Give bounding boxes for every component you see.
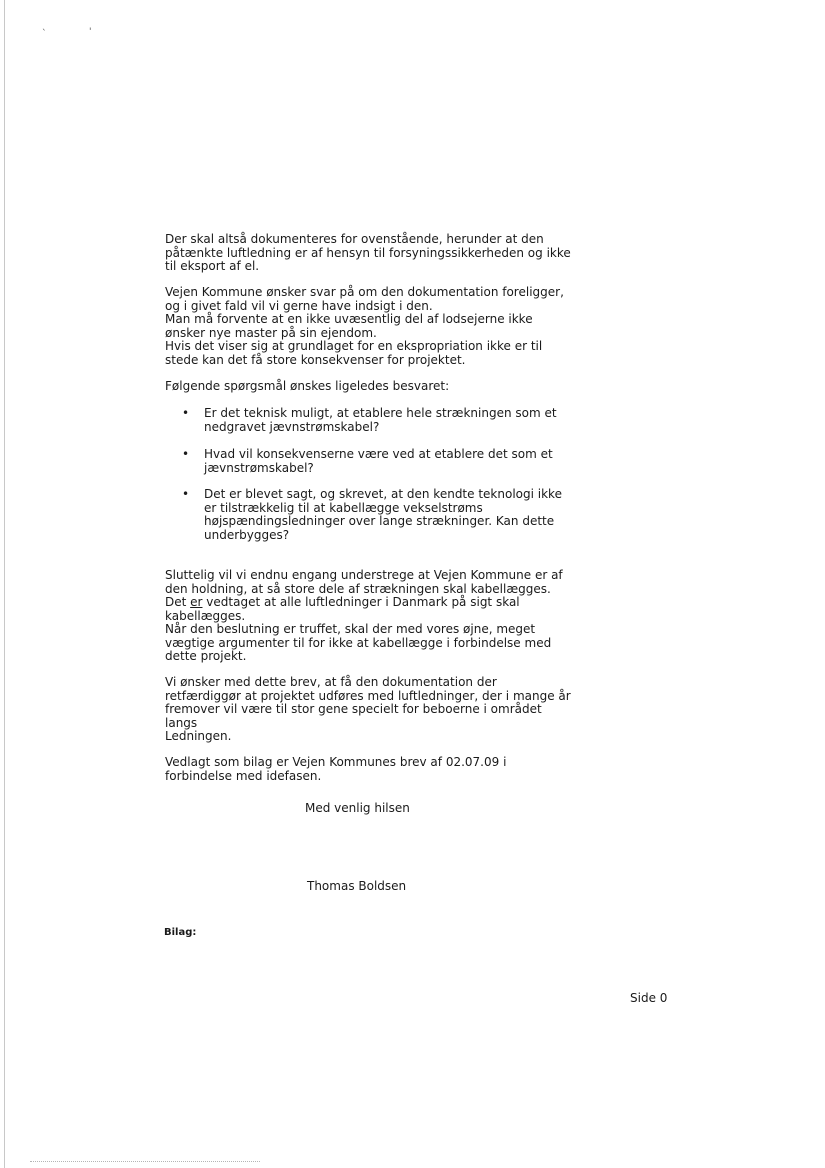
text-line: Vejen Kommune ønsker svar på om den dokumentation foreligger, [165, 285, 564, 299]
question-text [204, 407, 574, 434]
paragraph-documentation [165, 233, 585, 274]
closing-greeting: Med venlig hilsen [305, 801, 410, 815]
paragraph-request [165, 286, 585, 367]
underlined-word: er [190, 595, 203, 609]
text-line: den holdning, at så store dele af strækningen skal kabellægges. [165, 581, 551, 596]
text-line: Vi ønsker med dette brev, at få den dokumentation der [165, 675, 497, 689]
text-line: Man må forvente at en ikke uvæsentlig del af lodsejerne ikke [165, 312, 533, 326]
paragraph-purpose [165, 676, 585, 744]
text-line: og i givet fald vil vi gerne have indsigt i den. [165, 298, 433, 313]
scan-edge-left [4, 0, 5, 1168]
bullet-icon: • [182, 447, 190, 461]
text-line: Sluttelig vil vi endnu engang understrege at Vejen Kommune er af [165, 568, 563, 582]
bullet-icon: • [182, 406, 190, 420]
text-line: påtænkte luftledning er af hensyn til forsyningssikkerheden og ikke [165, 245, 571, 260]
text-line: retfærdiggør at projektet udføres med luftledninger, der i mange år [165, 688, 571, 703]
scan-mark: ' [89, 27, 92, 37]
paragraph-attachment-note [165, 756, 585, 783]
text-line: jævnstrømskabel? [204, 460, 314, 475]
text-fragment: vedtaget at alle luftledninger i Danmark på sigt skal [202, 595, 520, 609]
text-line: højspændingsledninger over lange strækninger. Kan dette [204, 514, 555, 528]
text-line: Er det teknisk muligt, at etablere hele strækningen som et [204, 406, 557, 420]
text-line: Følgende spørgsmål ønskes ligeledes besvaret: [165, 379, 450, 393]
text-line: nedgravet jævnstrømskabel? [204, 419, 380, 434]
signature-name: Thomas Boldsen [307, 879, 407, 893]
paragraph-questions-intro [165, 380, 585, 394]
text-line: vægtige argumenter til for ikke at kabellægge i forbindelse med [165, 635, 552, 650]
text-line: Hvad vil konsekvenserne være ved at etablere det som et [204, 447, 553, 461]
paragraph-position [165, 569, 585, 664]
text-line: langs [165, 715, 198, 730]
text-line [165, 596, 585, 610]
question-text [204, 448, 574, 475]
text-line: dette projekt. [165, 649, 247, 663]
text-line: underbygges? [204, 527, 290, 542]
scan-mark: ` [42, 29, 47, 39]
text-line: kabellægges. [165, 608, 246, 623]
text-line: Når den beslutning er truffet, skal der med vores øjne, meget [165, 622, 536, 636]
text-line: stede kan det få store konsekvenser for projektet. [165, 352, 466, 367]
text-line: fremover vil være til stor gene specielt for beboerne i området [165, 702, 542, 716]
text-line: Der skal altså dokumenteres for ovenstående, herunder at den [165, 232, 544, 246]
text-line: ønsker nye master på sin ejendom. [165, 325, 377, 340]
text-line: forbindelse med idefasen. [165, 768, 322, 783]
text-fragment: Det [165, 595, 191, 609]
text-line: Hvis det viser sig at grundlaget for en ekspropriation ikke er til [165, 339, 543, 353]
question-text [204, 488, 574, 542]
bullet-icon: • [182, 487, 190, 501]
text-line: Det er blevet sagt, og skrevet, at den kendte teknologi ikke [204, 487, 562, 501]
text-line: Ledningen. [165, 729, 232, 743]
page-number: Side 0 [630, 991, 668, 1005]
text-line: er tilstrækkelig til at kabellægge vekselstrøms [204, 500, 483, 515]
scan-edge-bottom [30, 1161, 260, 1163]
text-line: Vedlagt som bilag er Vejen Kommunes brev af 02.07.09 i [165, 755, 507, 769]
attachments-label: Bilag: [164, 927, 197, 938]
text-line: til eksport af el. [165, 259, 260, 273]
